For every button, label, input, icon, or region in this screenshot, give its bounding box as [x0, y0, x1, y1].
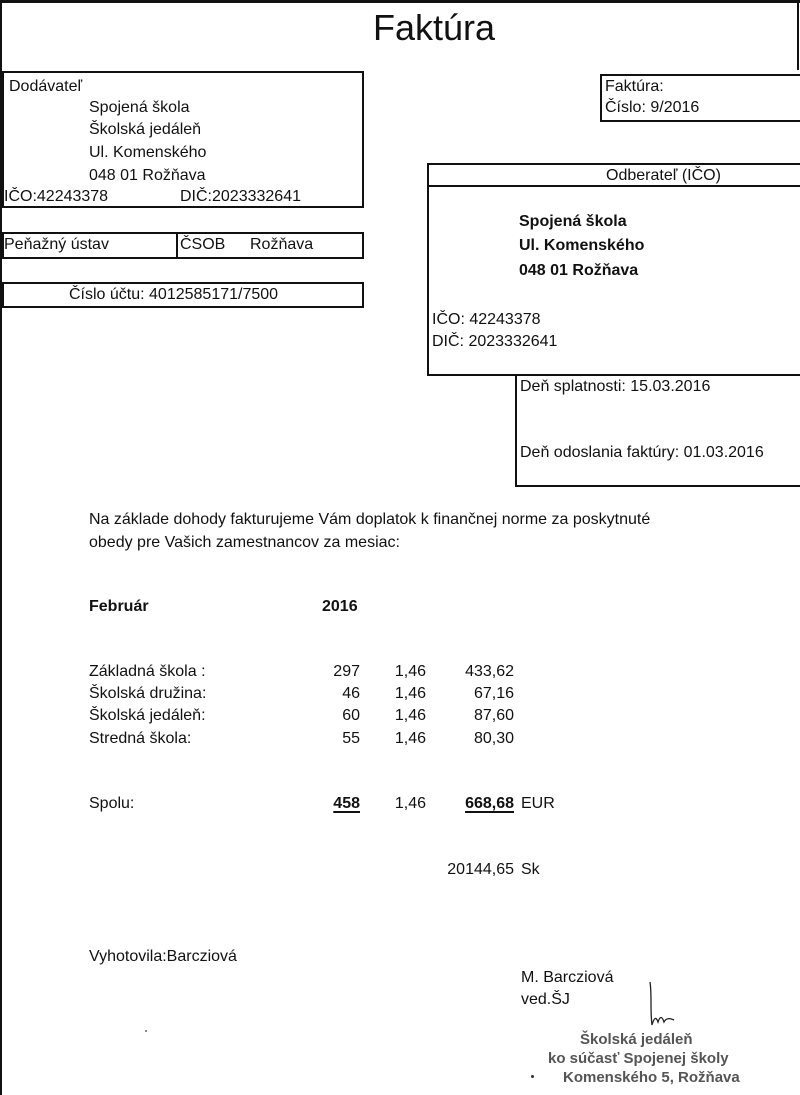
item-price: 1,46: [394, 707, 426, 724]
item-amount: 67,16: [473, 685, 514, 702]
sk-total-amount: 20144,65: [447, 861, 514, 878]
total-label: Spolu:: [89, 795, 135, 812]
customer-city: 048 01 Rožňava: [519, 262, 639, 279]
signature-icon: [640, 980, 710, 1035]
total-count-cell: [310, 794, 360, 814]
item-amount: 80,30: [473, 730, 514, 747]
scan-speck: [531, 1075, 534, 1078]
intro-line-1: Na základe dohody fakturujeme Vám doplatok k finančnej norme za poskytnuté: [89, 511, 651, 528]
period-year: 2016: [322, 598, 358, 615]
intro-line-2: obedy pre Vašich zamestnancov za mesiac:: [89, 534, 400, 551]
total-currency: EUR: [521, 795, 555, 812]
item-name: Školská družina:: [89, 685, 207, 702]
item-count: 46: [342, 685, 360, 702]
customer-label: Odberateľ (IČO): [606, 167, 721, 184]
supplier-label: Dodávateľ: [9, 78, 83, 95]
customer-street: Ul. Komenského: [519, 237, 645, 254]
total-price: 1,46: [394, 795, 426, 812]
page-title: Faktúra: [372, 7, 496, 48]
sent-date: Deň odoslania faktúry: 01.03.2016: [520, 444, 764, 461]
stamp-line-3: Komenského 5, Rožňava: [563, 1069, 740, 1086]
signer-role: ved.ŠJ: [521, 991, 570, 1008]
signer-name: M. Barcziová: [521, 969, 614, 986]
customer-dic: DIČ: 2023332641: [432, 333, 558, 350]
stamp-line-1: Školská jedáleň: [580, 1031, 693, 1048]
item-price: 1,46: [394, 663, 426, 680]
bank-name: ČSOB: [180, 236, 226, 253]
customer-ico: IČO: 42243378: [432, 311, 541, 328]
prepared-by: Vyhotovila:Barcziová: [89, 948, 237, 965]
supplier-street: Ul. Komenského: [89, 144, 207, 161]
supplier-ico: IČO:42243378: [4, 188, 109, 205]
total-amount: 668,68: [465, 795, 514, 812]
page-right-border: [797, 0, 799, 70]
account-number: Číslo účtu: 4012585171/7500: [69, 286, 279, 303]
item-price: 1,46: [394, 685, 426, 702]
item-amount: 87,60: [473, 707, 514, 724]
total-count: 458: [333, 795, 360, 812]
sk-total-currency: Sk: [521, 861, 540, 878]
due-date: Deň splatnosti: 15.03.2016: [520, 378, 711, 395]
invoice-label: Faktúra:: [605, 78, 664, 95]
item-count: 55: [342, 730, 360, 747]
item-name: Stredná škola:: [89, 730, 192, 747]
bank-label: Peňažný ústav: [4, 236, 109, 253]
page-top-border: [0, 0, 800, 3]
item-price: 1,46: [394, 730, 426, 747]
scan-speck: [145, 1030, 147, 1032]
item-name: Základná škola :: [89, 663, 206, 680]
item-count: 297: [333, 663, 360, 680]
supplier-city: 048 01 Rožňava: [89, 167, 206, 184]
bank-divider: [176, 232, 178, 259]
bank-city: Rožňava: [250, 236, 314, 253]
supplier-name: Spojená škola: [89, 99, 190, 116]
invoice-number: Číslo: 9/2016: [605, 99, 700, 116]
customer-name: Spojená škola: [519, 213, 627, 230]
total-amount-cell: [440, 794, 514, 814]
supplier-unit: Školská jedáleň: [89, 121, 202, 138]
supplier-dic: DIČ:2023332641: [180, 188, 301, 205]
item-amount: 433,62: [465, 663, 514, 680]
stamp-line-2: ko súčasť Spojenej školy: [548, 1050, 729, 1067]
item-count: 60: [342, 707, 360, 724]
item-name: Školská jedáleň:: [89, 707, 206, 724]
period-month: Február: [89, 598, 149, 615]
